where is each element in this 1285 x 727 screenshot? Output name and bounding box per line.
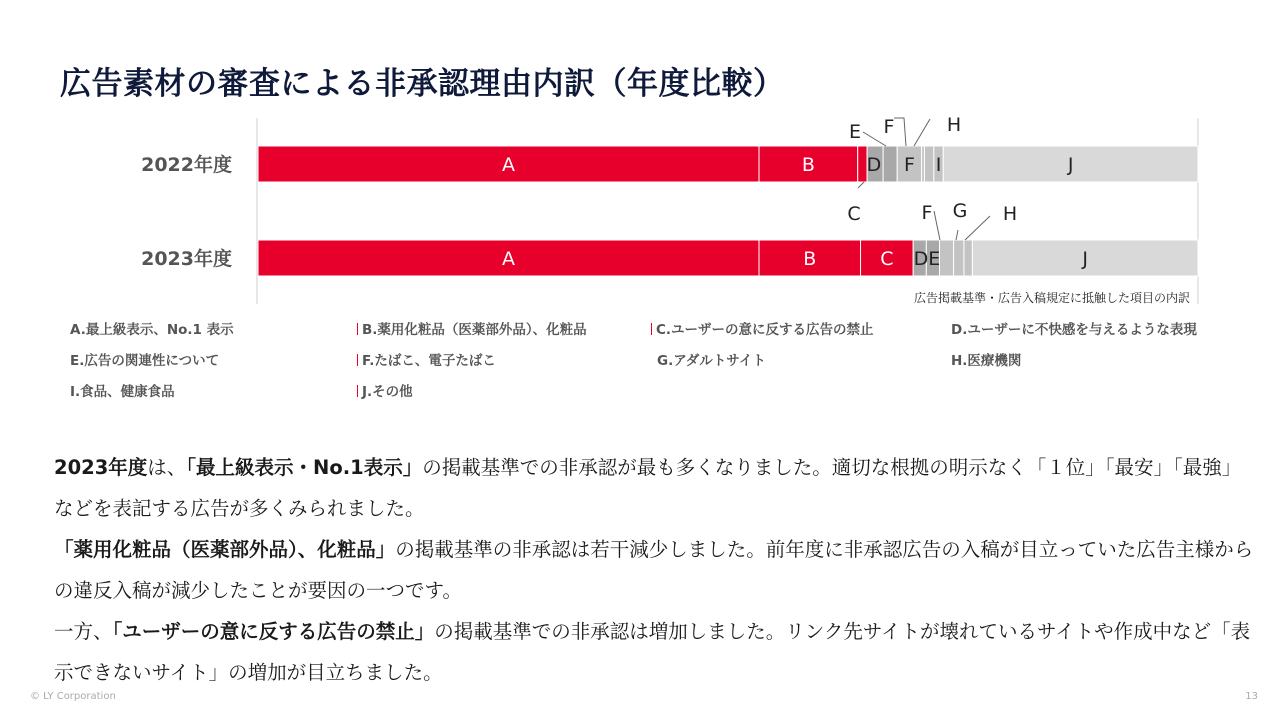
legend-item-f: F.たばこ、電子たばこ [357,349,496,369]
segment-label-j: J [1067,154,1074,176]
bar-segment-g [954,240,964,276]
callout-line-f [934,211,940,240]
callout-line-f [894,118,906,146]
callout-label-e: E [848,121,862,143]
paragraph-3: 一方、「ユーザーの意に反する広告の禁止」の掲載基準での非承認は増加しました。リンク先サイトが壊れているサイトや作成中など「表示できないサイト」の増加が目立ちました。 [54,620,1251,684]
chart-annotation: 広告掲載基準・広告入稿規定に抵触した項目の内訳 [913,291,1190,305]
commentary [54,447,1259,693]
callout-line-h [965,216,990,240]
callout-label-f: F [921,202,933,224]
legend-item-b: B.薬用化粧品（医薬部外品）、化粧品 [357,318,587,338]
paragraph-2: 「薬用化粧品（医薬部外品）、化粧品」の掲載基準の非承認は若干減少しました。前年度に非承認広告の入稿が目立っていた広告主様からの違反入稿が減少したことが要因の一つです。 [54,538,1254,602]
legend-item-c: C.ユーザーの意に反する広告の禁止 [651,318,874,338]
stacked-bar-chart [0,0,1285,310]
bar-segment-e [883,146,897,182]
legend-item-e: E.広告の関連性について [70,353,220,369]
callout-line-c [858,182,864,188]
segment-label-a: A [502,154,516,176]
legend-item-h: H.医療機関 [951,353,1022,369]
segment-label-f: F [903,154,915,176]
legend-item-j: J.その他 [357,380,413,400]
callout-line-g [956,230,958,240]
segment-label-b: B [801,154,815,176]
callout-label-h: H [1002,203,1018,225]
segment-label-a: A [502,248,516,270]
callout-label-h: H [946,114,962,136]
callout-label-g: G [952,200,968,222]
copyright: © LY Corporation [30,691,116,702]
legend-item-g: G.アダルトサイト [657,353,766,369]
callout-line-h [914,119,930,146]
bar-segment-h [924,146,933,182]
category-label: 2022年度 [141,154,232,176]
legend-item-i: I.食品、健康食品 [70,384,175,400]
bar-segment-h [964,240,972,276]
callout-label-f: F [883,116,895,138]
segment-label-c: C [880,248,894,270]
segment-label-de: DE [913,248,941,270]
paragraph-1: 2023年度は、「最上級表示・No.1表示」の掲載基準での非承認が最も多くなりました。適切な根拠の明示なく「１位」「最安」「最強」などを表記する広告が多くみられました。 [54,456,1242,520]
segment-label-i: I [935,154,942,176]
legend-item-d: D.ユーザーに不快感を与えるような表現 [951,322,1197,338]
segment-label-j: J [1082,248,1089,270]
category-label: 2023年度 [141,248,232,270]
callout-label-c: C [847,203,861,225]
bar-segment-f [940,240,954,276]
legend-item-a: A.最上級表示、No.1 表示 [70,322,234,338]
page-title: 広告素材の審査による非承認理由内訳（年度比較） [60,66,785,102]
page-number: 13 [1245,691,1258,702]
segment-label-d: D [866,154,882,176]
segment-label-b: B [803,248,817,270]
